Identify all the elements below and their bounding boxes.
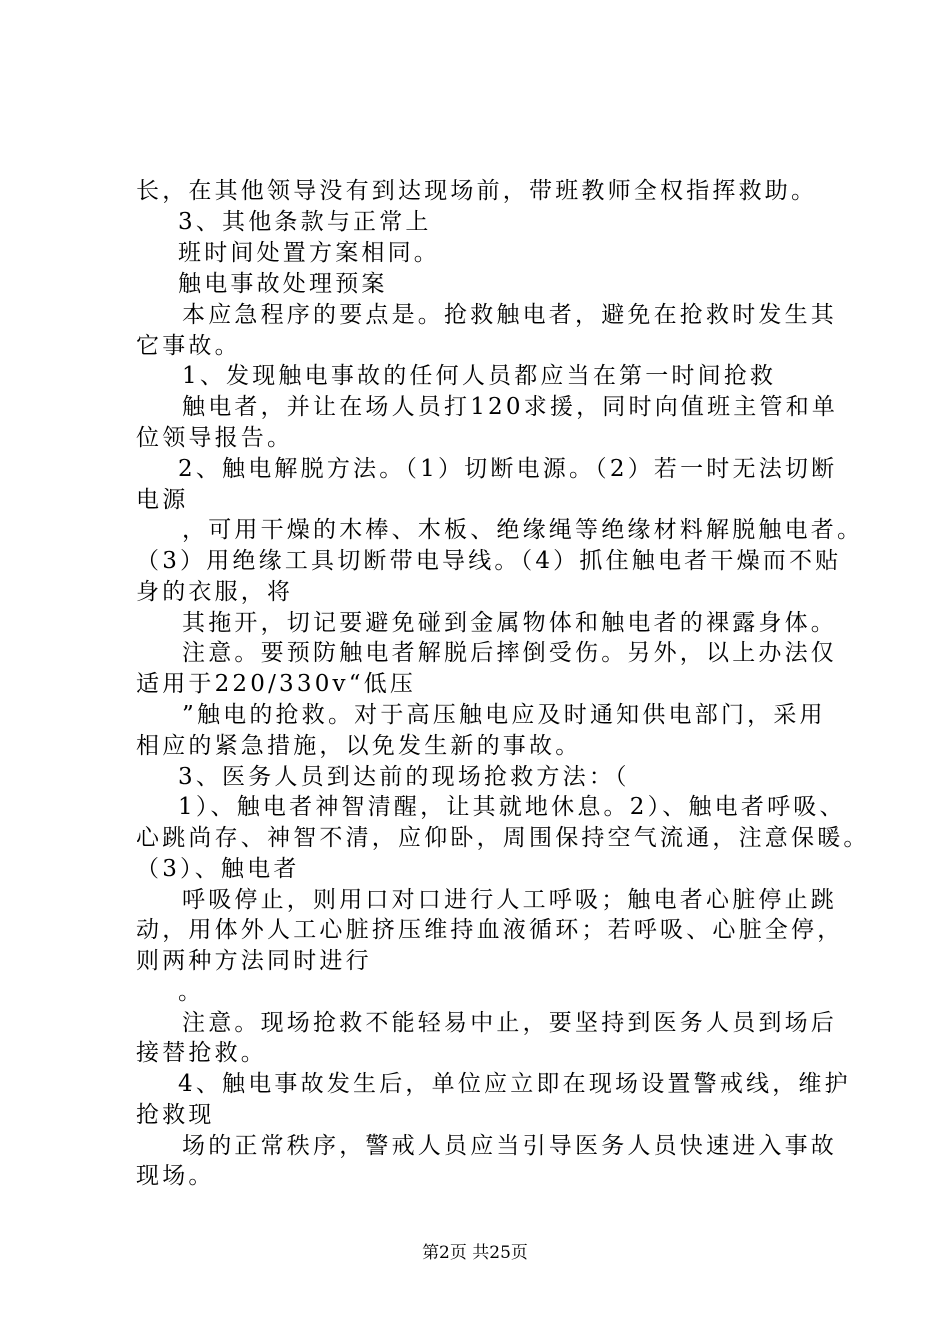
text-line: 2、触电解脱方法。（1）切断电源。（2）若一时无法切断: [178, 456, 838, 482]
text-line: 抢救现: [136, 1102, 215, 1128]
text-line: 班时间处置方案相同。: [178, 240, 440, 266]
text-line: 心跳尚存、神智不清，应仰卧，周围保持空气流通，注意保暖。: [136, 825, 870, 851]
text-line: 3、其他条款与正常上: [178, 209, 432, 235]
text-line: 注意。现场抢救不能轻易中止，要坚持到医务人员到场后: [182, 1010, 837, 1036]
text-line: 它事故。: [136, 333, 241, 359]
text-line: 身的衣服，将: [136, 579, 294, 605]
text-line: 相应的紧急措施，以免发生新的事故。: [136, 733, 582, 759]
text-line: 呼吸停止，则用口对口进行人工呼吸；触电者心脏停止跳: [182, 887, 837, 913]
text-line: 现场。: [136, 1163, 215, 1189]
text-line: 电源: [136, 487, 189, 513]
text-line: 本应急程序的要点是。抢救触电者，避免在抢救时发生其: [182, 302, 837, 328]
text-line: 触电者，并让在场人员打120求援，同时向值班主管和单: [182, 394, 839, 420]
text-line: 注意。要预防触电者解脱后摔倒受伤。另外，以上办法仅: [182, 640, 837, 666]
section-heading: 触电事故处理预案: [178, 271, 388, 297]
text-line: 动，用体外人工心脏挤压维持血液循环；若呼吸、心脏全停，: [136, 917, 844, 943]
text-line: ，可用干燥的木棒、木板、绝缘绳等绝缘材料解脱触电者。: [182, 517, 864, 543]
text-line: 适用于220/330v“低压: [136, 671, 417, 697]
text-line: （3）、触电者: [136, 856, 300, 882]
text-line: 长，在其他领导没有到达现场前，带班教师全权指挥救助。: [136, 178, 818, 204]
text-line: 接替抢救。: [136, 1040, 267, 1066]
text-line: 4、触电事故发生后，单位应立即在现场设置警戒线，维护: [178, 1071, 851, 1097]
text-line: 位领导报告。: [136, 425, 294, 451]
text-line: 3、医务人员到达前的现场抢救方法：（: [178, 764, 630, 790]
text-line: （3）用绝缘工具切断带电导线。（4）抓住触电者干燥而不贴: [136, 548, 842, 574]
text-line: 1）、触电者神智清醒，让其就地休息。2）、触电者呼吸、: [178, 794, 846, 820]
text-line: 1、发现触电事故的任何人员都应当在第一时间抢救: [182, 363, 777, 389]
text-line: ”触电的抢救。对于高压触电应及时通知供电部门，采用: [182, 702, 826, 728]
text-line: 则两种方法同时进行: [136, 948, 372, 974]
text-line: 。: [178, 979, 205, 1005]
page-number: 第2页 共25页: [422, 1243, 528, 1263]
text-line: 其拖开，切记要避免碰到金属物体和触电者的裸露身体。: [182, 610, 837, 636]
text-line: 场的正常秩序，警戒人员应当引导医务人员快速进入事故: [182, 1133, 837, 1159]
